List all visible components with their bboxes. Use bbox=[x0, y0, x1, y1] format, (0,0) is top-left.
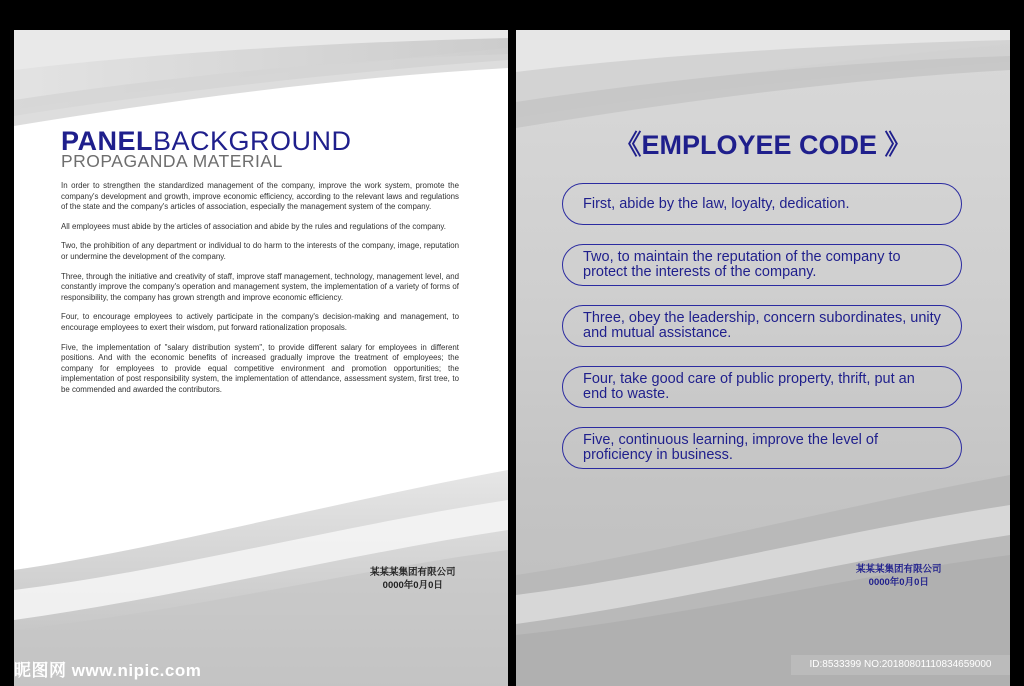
paragraph: Five, the implementation of "salary distribution system", to provide different salary for employees in different positions. And with the economic benefits of increased gradually improve the treatment of employees; the company for employees to provide equal competitive environment and promotion opportunities; the implementation of post responsibility system, the implementation of attendance, assessment system, first tree, to be commended and awarded the contributors. bbox=[61, 342, 459, 394]
code-item: Five, continuous learning, improve the level of proficiency in business. bbox=[562, 427, 962, 469]
panel-subtitle: PROPAGANDA MATERIAL bbox=[61, 151, 283, 171]
id-watermark: ID:8533399 NO:20180801110834659000 bbox=[791, 655, 1010, 675]
right-footer bbox=[856, 563, 942, 589]
paragraph: In order to strengthen the standardized management of the company, improve the work system, promote the company's development and growth, improve economic efficiency, according to the relevant laws and regulations of the state and the company's articles of association, especially the management system of the company. bbox=[61, 181, 459, 212]
panel-title: PANELBACKGROUND bbox=[61, 126, 352, 156]
date: 0000年0月0日 bbox=[868, 577, 929, 588]
code-item: Four, take good care of public property, thrift, put an end to waste. bbox=[562, 366, 962, 408]
date: 0000年0月0日 bbox=[382, 580, 443, 591]
paragraph: All employees must abide by the articles of association and abide by the rules and regulations of the company. bbox=[61, 221, 446, 231]
right-panel bbox=[516, 30, 1010, 686]
company-name: 某某某集团有限公司 bbox=[856, 564, 942, 575]
left-footer bbox=[370, 566, 456, 592]
paragraph: Three, through the initiative and creativity of staff, improve staff management, technology, management level, and constantly improve the company's operation and management system, the implementation of a variety of forms of responsibility, the company has grown strength and improve economic efficiency. bbox=[61, 271, 459, 302]
body-text bbox=[61, 181, 459, 405]
paragraph: Two, the prohibition of any department or individual to do harm to the interests of the company, image, reputation or undermine the development of the company. bbox=[61, 241, 459, 261]
left-panel bbox=[14, 30, 508, 686]
code-item: First, abide by the law, loyalty, dedication. bbox=[562, 183, 962, 225]
code-item: Two, to maintain the reputation of the company to protect the interests of the company. bbox=[562, 244, 962, 286]
paragraph: Four, to encourage employees to actively participate in the company's decision-making and management, to encourage employees to exert their wisdom, put forward rationalization proposals. bbox=[61, 312, 459, 332]
code-item: Three, obey the leadership, concern subordinates, unity and mutual assistance. bbox=[562, 305, 962, 347]
employee-code-title: 《EMPLOYEE CODE 》 bbox=[614, 130, 912, 160]
company-name: 某某某集团有限公司 bbox=[370, 567, 456, 578]
site-watermark: 昵图网 www.nipic.com bbox=[14, 661, 202, 680]
